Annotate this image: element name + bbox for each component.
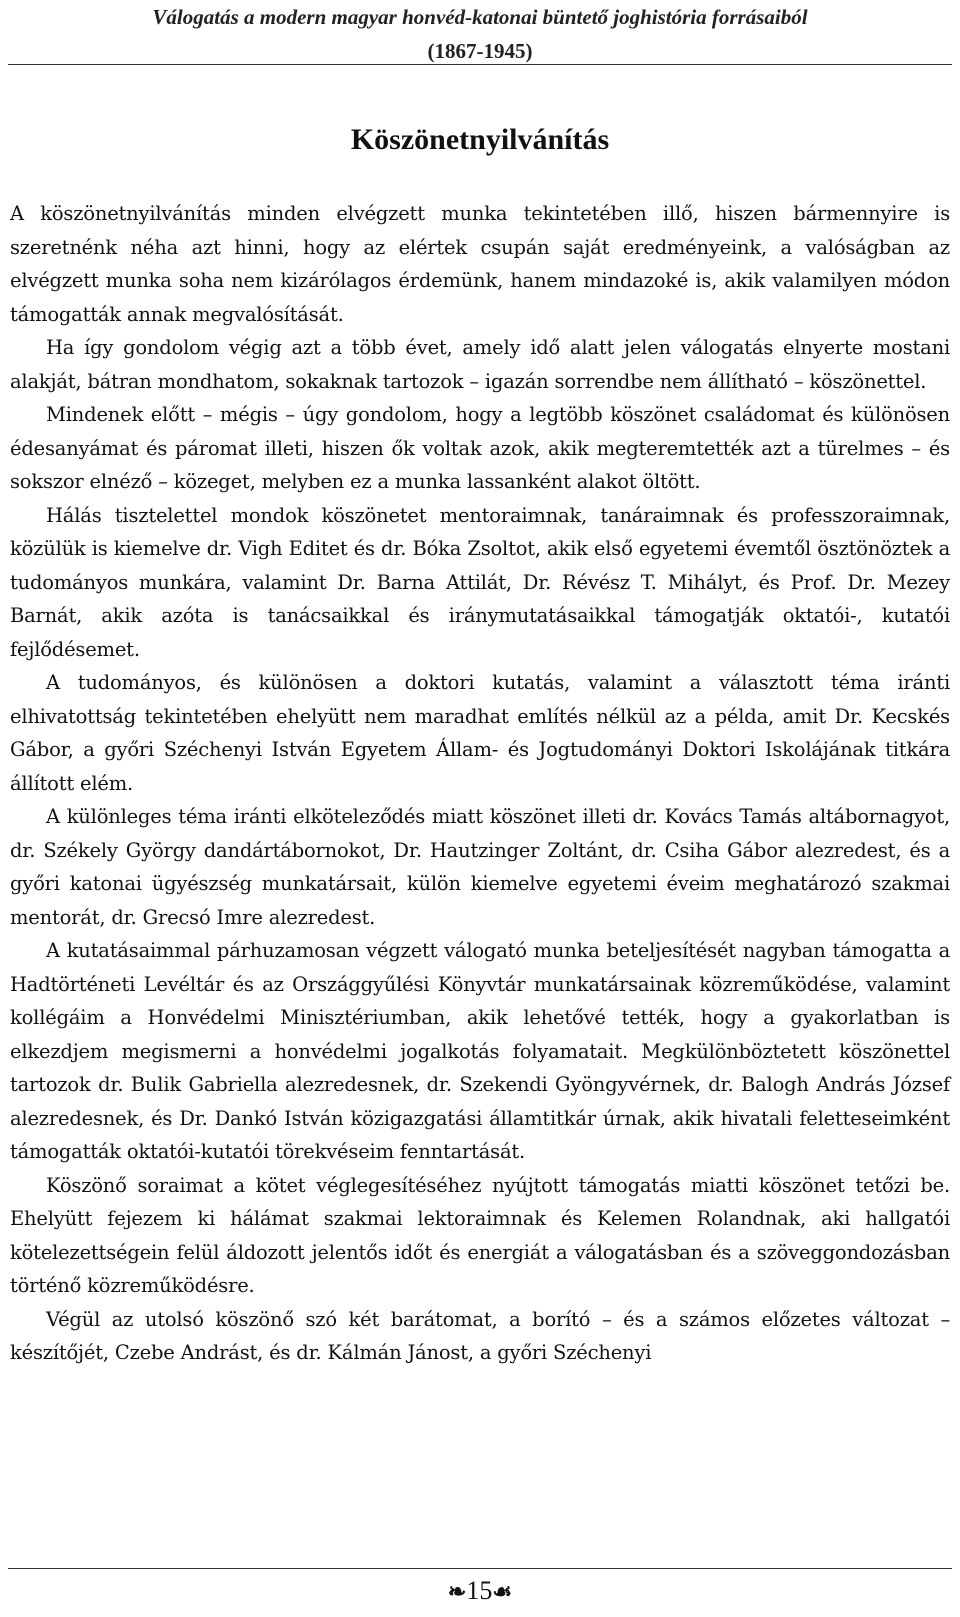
paragraph: A kutatásaimmal párhuzamosan végzett válogató munka beteljesítését nagyban támogatta a Hadtörténeti Levéltár és az Országgyűlési Könyvtár munkatársainak közreműködése, valamint kollégáim a Honvédelmi Minisztériumban, akik lehetővé tették, hogy a gyakorlatban is elkezdjem megismerni a honvédelmi jogalkotás folyamatait. Megkülönböztetett köszönettel tartozok dr. Bulik Gabriella alezredesnek, dr. Szekendi Gyöngyvérnek, dr. Balogh András József alezredesnek, és Dr. Dankó István közigazgatási államtitkár úrnak, akik hivatali feletteseimként támogatták oktatói-kutatói törekvéseim fenntartását. [10,939,950,1163]
fleuron-right-icon: ☙ [492,1579,513,1604]
running-header-years: (1867-1945) [427,39,533,63]
running-header [0,0,960,68]
paragraph: Mindenek előtt – mégis – úgy gondolom, hogy a legtöbb köszönet családomat és különösen édesanyámat és páromat illeti, hiszen ők voltak azok, akik megteremtették azt a türelmes – és sokszor elnéző – közeget, melyben ez a munka lassanként alakot öltött. [10,403,950,493]
paragraph: Hálás tisztelettel mondok köszönetet mentoraimnak, tanáraimnak és professzoraimnak, közülük is kiemelve dr. Vigh Editet és dr. Bóka Zsoltot, akik első egyetemi évemtől ösztönöztek a tudományos munkára, valamint Dr. Barna Attilát, Dr. Révész T. Mihályt, és Prof. Dr. Mezey Barnát, akik azóta is tanácsaikkal és iránymutatásaikkal támogatják oktatói-, kutatói fejlődésemet. [10,503,950,661]
fleuron-left-icon: ❧ [447,1579,467,1604]
body-text [10,197,950,1370]
paragraph: Köszönő soraimat a kötet véglegesítéséhez nyújtott támogatás miatti köszönet tetőzi be. Ehelyütt fejezem ki hálámat szakmai lektoraimnak és Kelemen Rolandnak, aki hallgatói kötelezettségein felül áldozott jelentős időt és energiát a válogatásban és a szöveggondozásban történő közreműködésre. [10,1173,950,1297]
page-footer [0,1574,960,1609]
paragraph: A köszönetnyilvánítás minden elvégzett munka tekintetében illő, hiszen bármennyire is szeretnénk néha azt hinni, hogy az elértek csupán saját eredményeink, a valóságban az elvégzett munka soha nem kizárólagos érdemünk, hanem mindazoké is, akik valamilyen módon támogatták annak megvalósítását. [10,202,950,326]
header-rule [8,64,952,65]
page-number: 15 [466,1576,493,1605]
paragraph: A tudományos, és különösen a doktori kutatás, valamint a választott téma iránti elhivatottság tekintetében ehelyütt nem maradhat említés nélkül az a példa, amit Dr. Kecskés Gábor, a győri Széchenyi István Egyetem Állam- és Jogtudományi Doktori Iskolájának titkára állított elém. [10,671,950,795]
footer-rule [8,1568,952,1569]
paragraph: Ha így gondolom végig azt a több évet, amely idő alatt jelen válogatás elnyerte mostani alakját, bátran mondhatom, sokaknak tartozok – igazán sorrendbe nem állítható – köszönettel. [10,336,950,393]
page-title: Köszönetnyilvánítás [350,123,610,156]
paragraph: Végül az utolsó köszönő szó két barátomat, a borító – és a számos előzetes változat – készítőjét, Czebe Andrást, és dr. Kálmán Jánost, a győri Széchenyi [10,1307,950,1364]
paragraph: A különleges téma iránti elköteleződés miatt köszönet illeti dr. Kovács Tamás altábornagyot, dr. Székely György dandártábornokot, Dr. Hautzinger Zoltánt, dr. Csiha Gábor alezredest, és a győri katonai ügyészség munkatársait, külön kiemelve egyetemi éveim meghatározó szakmai mentorát, dr. Grecsó Imre alezredest. [10,805,950,929]
running-header-title: Válogatás a modern magyar honvéd-katonai büntető joghistória forrásaiból [152,5,808,29]
